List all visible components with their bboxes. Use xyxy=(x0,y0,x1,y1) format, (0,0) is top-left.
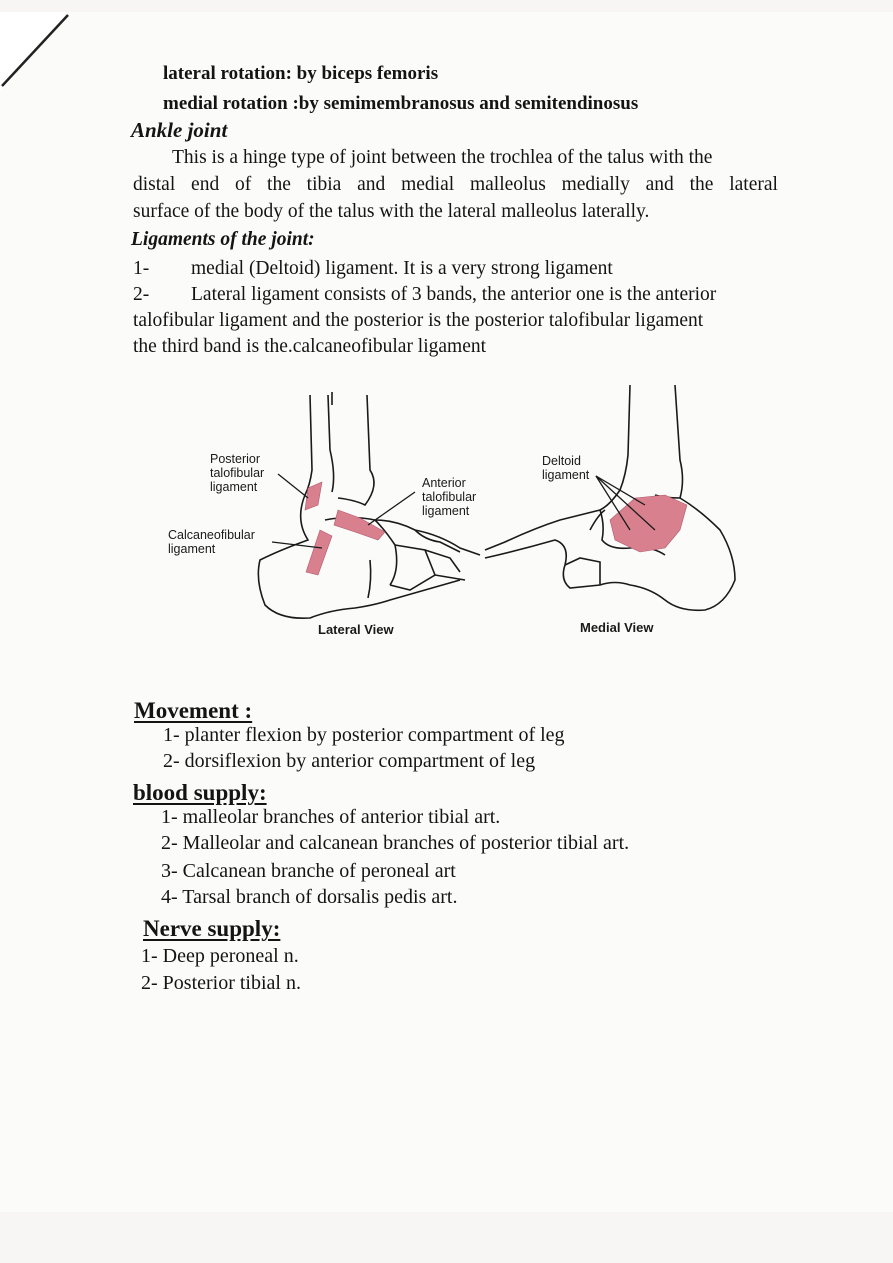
blood-supply-item-4: 4- Tarsal branch of dorsalis pedis art. xyxy=(161,886,458,908)
medial-rotation-line: medial rotation :by semimembranosus and semitendinosus xyxy=(163,93,639,114)
word: of xyxy=(235,174,252,195)
word: medially xyxy=(561,174,630,195)
word: tibia xyxy=(306,174,342,195)
calcaneofibular-label xyxy=(168,528,255,556)
item-text: Lateral ligament consists of 3 bands, the anterior one is the anterior xyxy=(191,284,717,305)
ligament-item-2-line-3: the third band is the.calcaneofibular ligament xyxy=(133,336,487,357)
item-text: medial (Deltoid) ligament. It is a very strong ligament xyxy=(191,258,613,279)
word: lateral xyxy=(729,174,778,195)
posterior-talofibular-label xyxy=(210,452,264,494)
ankle-para-line-3: surface of the body of the talus with the lateral malleolus laterally. xyxy=(133,201,650,222)
label-line: Calcaneofibular xyxy=(168,528,255,542)
deltoid-label xyxy=(542,454,589,482)
ankle-ligament-figure xyxy=(160,380,760,650)
ankle-para-line-2 xyxy=(133,174,778,196)
label-line: ligament xyxy=(168,542,216,556)
word: and xyxy=(357,174,386,195)
nerve-supply-item-1: 1- Deep peroneal n. xyxy=(141,945,299,967)
blood-supply-item-2: 2- Malleolar and calcanean branches of posterior tibial art. xyxy=(161,832,630,854)
nerve-supply-item-2: 2- Posterior tibial n. xyxy=(141,972,301,994)
label-line: ligament xyxy=(210,480,258,494)
blood-supply-item-3: 3- Calcanean branche of peroneal art xyxy=(161,860,456,882)
label-line: Deltoid xyxy=(542,454,581,468)
word: end xyxy=(191,174,220,195)
label-line: Anterior xyxy=(422,476,466,490)
item-number: 2- xyxy=(133,284,150,305)
movement-heading: Movement : xyxy=(134,698,253,723)
ankle-para-line-1: This is a hinge type of joint between the trochlea of the talus with the xyxy=(172,147,713,168)
ligament-item-2 xyxy=(133,284,716,306)
movement-item-2: 2- dorsiflexion by anterior compartment of leg xyxy=(163,750,536,772)
blood-supply-item-1: 1- malleolar branches of anterior tibial art. xyxy=(161,806,501,828)
word: and xyxy=(645,174,674,195)
ligaments-heading: Ligaments of the joint: xyxy=(131,229,315,250)
medial-view-caption: Medial View xyxy=(580,620,654,635)
posterior-talofibular-band xyxy=(305,482,322,510)
anterior-talofibular-band xyxy=(334,510,385,540)
word: the xyxy=(689,174,714,195)
anterior-talofibular-label xyxy=(422,476,476,518)
movement-item-1: 1- planter flexion by posterior compartment of leg xyxy=(163,724,565,746)
nerve-supply-heading: Nerve supply: xyxy=(143,916,281,941)
label-line: talofibular xyxy=(422,490,477,504)
blood-supply-heading: blood supply: xyxy=(133,780,267,805)
label-line: ligament xyxy=(422,504,470,518)
ligament-item-1 xyxy=(133,258,613,280)
word: malleolus xyxy=(469,174,546,195)
lateral-rotation-line: lateral rotation: by biceps femoris xyxy=(163,63,439,84)
label-line: talofibular xyxy=(210,466,265,480)
calcaneofibular-band xyxy=(306,530,332,575)
item-number: 1- xyxy=(133,258,150,279)
label-line: Posterior xyxy=(210,452,261,466)
label-line: ligament xyxy=(542,468,590,482)
word: the xyxy=(267,174,291,195)
lateral-view-caption: Lateral View xyxy=(318,622,394,637)
ankle-joint-heading: Ankle joint xyxy=(131,118,228,142)
word: medial xyxy=(401,174,455,195)
word: distal xyxy=(133,174,176,195)
ligament-item-2-line-2: talofibular ligament and the posterior is the posterior talofibular ligament xyxy=(133,310,704,331)
